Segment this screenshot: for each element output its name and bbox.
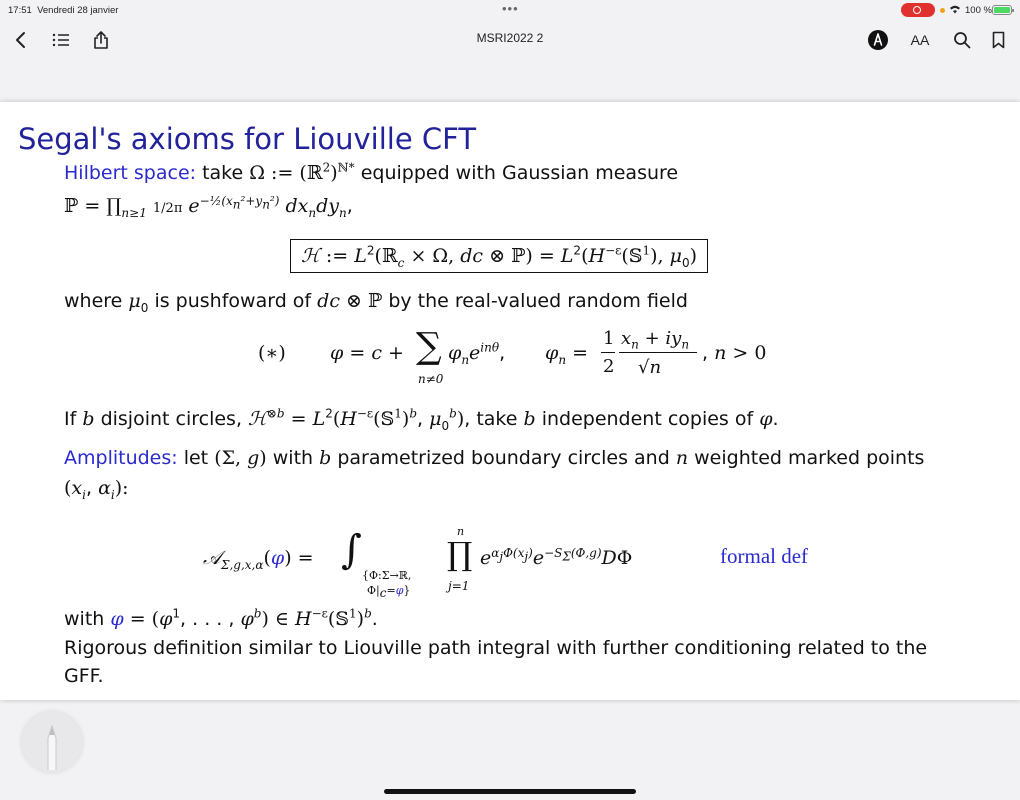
text-size-label: AA [910,32,930,48]
multitask-dots[interactable]: ••• [502,1,519,16]
rigorous-line-2: GFF. [64,665,104,687]
document-title: MSRI2022 2 [476,31,544,45]
hilbert-space-definition-box: ℋ := $L^2(ℝ_c \times \Omega$, dc ⊗ ℙ) = $L^2(H^{-\varepsilon}(𝕊^1)$, $\mu_0$) [290,239,708,273]
hilbert-rest-text: equipped with Gaussian measure [360,162,679,184]
status-time: 17:51 Vendredi 28 janvier [8,5,119,16]
pencil-icon [22,712,82,772]
screen-recording-indicator[interactable] [901,3,935,17]
hilbert-take-text: take [202,162,244,184]
apple-pencil-button[interactable] [22,712,82,772]
disjoint-circles-line: If b disjoint circles, ℋ$^{\otimes b}$ = $L^2(H^{-\varepsilon}(𝕊^1)^b$, $\mu_0^b$), take b independent copies of φ. [64,406,779,433]
where-text-3: by the real-valued random field [388,290,688,312]
formal-def-annotation: formal def [720,544,809,568]
amplitude-definition-equation: 𝒜$_{\Sigma,g,x,\alpha}$(φ) = ∫ {Φ:Σ→ℝ, $\Phi|_c=\varphi$} n ∏ j=1 $e^{\alpha_j\Phi(x_j)}e^{-S_\Sigma(\Phi,g)}D\Phi$ [203,525,633,601]
text-size-icon[interactable] [906,28,934,52]
status-date: Vendredi 28 janvier [37,5,119,16]
battery-icon [992,5,1012,15]
where-line: where $\mu_0$ is pushfoward of dc ⊗ ℙ by the real-valued random field [64,290,688,315]
omega-definition: Ω := (ℝ$^2$)$^{ℕ*}$ [249,160,355,184]
if-text-1: If [64,408,77,430]
amplitudes-text-4: weighted marked points [694,447,925,469]
search-icon[interactable] [951,28,973,52]
pdf-page[interactable] [0,102,1020,700]
amplitudes-text-2: with [272,447,314,469]
status-bar [0,0,1020,22]
wifi-icon [949,4,961,14]
gaussian-measure-formula: ℙ = $\prod_{n\ge 1}$ 1/2π $e^{-\frac{1}{2}(x_n^2+y_n^2)}$ $dx_ndy_n$, [64,193,353,220]
if-text-4: independent copies of [541,408,754,430]
markup-icon[interactable] [866,28,890,52]
amplitudes-label: Amplitudes: [64,447,178,469]
bookmark-icon[interactable] [989,28,1007,52]
battery-percent: 100 % [965,5,992,16]
toolbar [0,22,1020,58]
hilbert-space-line [64,162,678,184]
amplitudes-text-3: parametrized boundary circles and [337,447,670,469]
if-text-2: disjoint circles, [100,408,242,430]
mic-indicator [940,8,945,13]
random-field-equation: (∗) φ = c + ∑ n≠0 $\varphi_ne^{in\theta}$, $\varphi_n$ = 1 2 $x_n + iy_n$ √n , n > 0 [258,326,767,386]
marked-points-line: ($x_i$, $\alpha_i$): [64,477,129,502]
with-line: with $\varphi = (\varphi^1$, . . . , $\varphi^b$) ∈ $H^{-\varepsilon}(𝕊^1)^b$. [64,606,378,630]
hilbert-space-label: Hilbert space: [64,162,197,184]
rigorous-line-1: Rigorous definition similar to Liouville path integral with further conditioning related to the [64,637,928,659]
if-text-3: , take [464,408,518,430]
slide-title: Segal's axioms for Liouville CFT [18,122,477,156]
amplitudes-line: Amplitudes: let (Σ, g) with b parametrized boundary circles and n weighted marked points [64,447,925,469]
where-text-1: where [64,290,123,312]
home-indicator[interactable] [384,789,636,794]
where-text-2: is pushfoward of [154,290,312,312]
with-text: with [64,608,105,630]
equation-label: (∗) [258,342,286,364]
amplitudes-text-1: let [183,447,209,469]
